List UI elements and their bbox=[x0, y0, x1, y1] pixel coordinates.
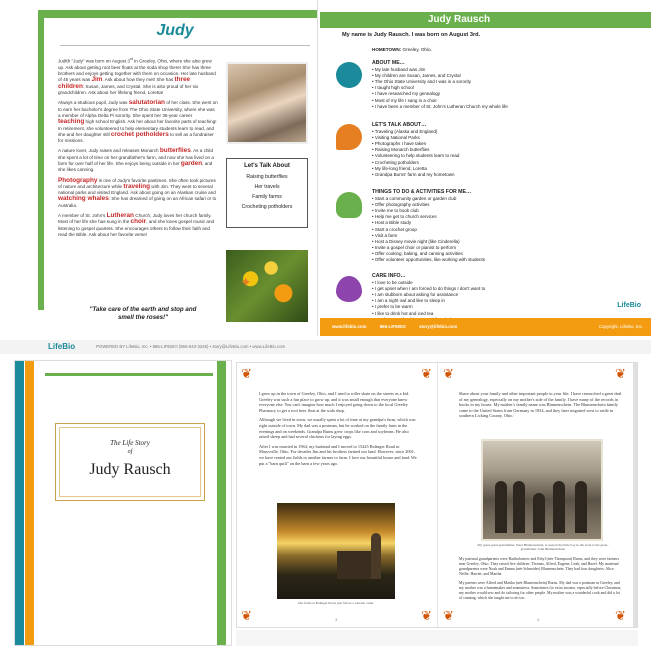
bullet-text: Invite me to book club bbox=[374, 208, 419, 214]
bio-text-run: Judith "Judy" was born on August 3 bbox=[58, 58, 130, 64]
bullet-text: I taught high school bbox=[374, 85, 414, 91]
talk-item: Her travels bbox=[254, 184, 280, 190]
section-bullet bbox=[372, 257, 612, 263]
section-heading: THINGS TO DO & ACTIVITIES FOR ME… bbox=[372, 189, 472, 195]
bullet-text: Crocheting potholders bbox=[374, 159, 419, 165]
bullet-icon: • bbox=[372, 196, 375, 202]
bullet-icon: • bbox=[372, 85, 375, 91]
summary-page bbox=[320, 0, 651, 336]
lifebio-logo: LifeBio bbox=[617, 302, 641, 309]
left-accent-bar bbox=[38, 10, 44, 310]
highlight-word: salutatorian bbox=[128, 99, 165, 107]
cover-name: Judy Rausch bbox=[89, 461, 171, 478]
highlight-word: teaching bbox=[58, 118, 85, 126]
bullet-text: I have researched my genealogy bbox=[374, 91, 441, 97]
highlight-word: butterflies bbox=[159, 147, 191, 155]
bio-paragraph bbox=[58, 56, 218, 96]
silo-shape bbox=[371, 533, 381, 579]
section-about-me bbox=[372, 60, 612, 110]
bullet-text: Volunteering to help students learn to read bbox=[374, 153, 460, 159]
bullet-icon: • bbox=[372, 257, 375, 263]
bullet-icon: • bbox=[372, 220, 375, 226]
bio-text-run: : She has dreamed of going on an African safari or to Australia. bbox=[58, 196, 217, 208]
barn-shape bbox=[337, 551, 371, 579]
bottom-shadow bbox=[236, 630, 638, 646]
left-page-text bbox=[259, 391, 419, 470]
bio-text-run: in Greeley, Ohio, where she also grew up. Ask about getting root beer floats at the soda shop there! She has three brothers and enjoys getting together with them on occasion. Her late husband of 45 years was bbox=[58, 58, 216, 83]
corner-swirl-icon: ❦ bbox=[615, 608, 626, 623]
page-footer bbox=[320, 318, 651, 336]
farm-photo bbox=[277, 503, 395, 599]
page-number: 3 bbox=[335, 617, 338, 622]
farm-caption: Our farm on Bolinger Road, just before a tornado came. bbox=[298, 601, 374, 605]
bio-text-run: . Ask about how they met! She has bbox=[102, 77, 175, 83]
book-cover bbox=[14, 360, 232, 646]
bullet-icon: • bbox=[372, 135, 375, 141]
bullet-icon: • bbox=[372, 153, 375, 159]
bullet-icon: • bbox=[372, 103, 375, 109]
butterfly-icon: ✦ bbox=[240, 274, 252, 290]
bullet-icon: • bbox=[372, 244, 375, 250]
paragraph: My paternal grandparents were Bartholomew and Ethyl (née Thompson) Burns, and they were farmers near Greeley, Ohio. They raised five children: Thomas, Alfred, Eugene, Leah, and Hazel. My maternal grandparents were Noah and Emma (née Schneider) Blumenschein. They had four daughters: Alice, Nellie, Harriet, and Martha. bbox=[459, 557, 620, 576]
bullet-text: Offer photography activities bbox=[374, 202, 430, 208]
bullet-text: Visiting National Parks bbox=[374, 135, 420, 141]
lets-talk-heading: Let's Talk About bbox=[244, 163, 290, 169]
footer-copyright: Copyright, LifeBio, Inc. bbox=[598, 324, 643, 329]
bullet-icon: • bbox=[372, 304, 375, 310]
bullet-icon: • bbox=[372, 214, 375, 220]
orange-spine-bar bbox=[25, 361, 34, 646]
powered-by-text: POWERED BY LifeBio, Inc. • 866-LIFEBIO (866-543-3246) • story@LifeBio.com • www.LifeBio.com bbox=[96, 344, 286, 349]
intro-line: My name is Judy Rausch. I was born on August 3rd. bbox=[342, 32, 481, 38]
section-activities bbox=[372, 189, 612, 263]
bio-text bbox=[58, 56, 218, 242]
corner-swirl-icon: ❦ bbox=[241, 608, 252, 623]
highlight-word: garden bbox=[180, 159, 203, 167]
family-caption: My great-great-grandfather, Peter Blumenschein, is seated; the little boy in the front is my great-grandfather, John Blumenschein. bbox=[477, 543, 609, 552]
bullet-icon: • bbox=[372, 147, 375, 153]
superscript: rd bbox=[129, 57, 133, 61]
bio-text-run: Church, Judy loves her church family. Most of her life she has sung in the bbox=[58, 213, 212, 225]
right-page-text-top bbox=[459, 391, 623, 423]
speech-bubble-icon bbox=[336, 124, 362, 150]
corner-swirl-icon: ❦ bbox=[421, 366, 432, 381]
bullet-icon: • bbox=[372, 165, 375, 171]
title-divider bbox=[60, 45, 310, 46]
bullet-icon: • bbox=[372, 171, 375, 177]
talk-item: Raising butterflies bbox=[246, 174, 288, 180]
bullet-text: The Ohio State University and I was in a sorority bbox=[374, 79, 472, 85]
bullet-text: My children are Susan, James, and Crystal bbox=[374, 73, 461, 79]
section-care-info bbox=[372, 273, 612, 323]
section-bullet bbox=[372, 104, 612, 110]
powered-by-strip bbox=[0, 340, 651, 354]
quote: "Take care of the earth and stop and smell the roses!" bbox=[89, 306, 197, 321]
section-bullet bbox=[372, 172, 612, 178]
bullet-icon: • bbox=[372, 129, 375, 135]
bullet-text: I have been a member of St. John's Lutheran Church my whole life bbox=[374, 103, 508, 109]
section-heading: ABOUT ME… bbox=[372, 60, 405, 66]
corner-swirl-icon: ❦ bbox=[443, 608, 454, 623]
bio-text-run: A member of St. John's bbox=[58, 213, 107, 219]
book-spread bbox=[236, 362, 638, 628]
bullet-icon: • bbox=[372, 141, 375, 147]
highlight-word: watching whales bbox=[58, 195, 109, 203]
bullet-icon: • bbox=[372, 298, 375, 304]
bio-text-run: Always a studious pupil, Judy was bbox=[58, 100, 129, 106]
bullet-text: Offer volunteer opportunities, like working with students bbox=[374, 257, 486, 263]
paragraph: I grew up in the town of Greeley, Ohio, and I used to roller skate on the streets as a kid. Greeley was such a fun place to grow up, and it was small enough that everyone knew everyone else. You can't imagine how much I enjoyed going down to the local Greeley Pharmacy to get a root beer float at the soda shop. bbox=[259, 391, 410, 413]
bullet-text: Raising Monarch butterflies bbox=[374, 147, 430, 153]
person-icon bbox=[336, 62, 362, 88]
highlight-word: crochet potholders bbox=[110, 130, 169, 138]
bio-text-run: high school English. Ask her about her favorite parts of teaching! In retirement, she volunteered to help elementary students learn to read, and she and her daughter still bbox=[58, 119, 217, 137]
book-gutter bbox=[437, 363, 438, 628]
bullet-text: Start a crochet group bbox=[374, 226, 417, 232]
highlight-word: choir bbox=[130, 218, 147, 226]
highlight-word: Photography bbox=[58, 176, 98, 184]
lifebio-logo: LifeBio bbox=[48, 342, 76, 351]
bio-paragraph bbox=[58, 178, 218, 209]
bullet-text: I am a night owl and like to sleep in bbox=[374, 298, 445, 304]
footer-email: story@lifebio.com bbox=[419, 324, 458, 329]
bullet-text: I like to drink hot and iced tea bbox=[374, 310, 434, 316]
bullet-text: Traveling (Alaska and England) bbox=[374, 129, 438, 135]
bullet-text: Host a Disney movie night (like Cinderella) bbox=[374, 238, 460, 244]
bullet-text: Photographs I have taken bbox=[374, 141, 427, 147]
bullet-text: Invite a gospel choir or pianist to perform bbox=[374, 244, 457, 250]
bullet-icon: • bbox=[372, 250, 375, 256]
hometown-label: HOMETOWN: bbox=[372, 47, 402, 52]
bullet-icon: • bbox=[372, 67, 375, 73]
cover-line-1: The Life Story bbox=[110, 439, 150, 447]
bio-text-run: of her class. She went on to earn her bachelor's degree from The Ohio State University, where she was a member of Alpha Delta Pi sorority. She spent her 35-year career bbox=[58, 100, 218, 118]
bullet-text: I am stubborn about asking for assistance bbox=[374, 292, 459, 298]
bio-paragraph bbox=[58, 213, 218, 238]
bullet-text: My life-long friend, Loretta bbox=[374, 165, 427, 171]
bullet-icon: • bbox=[372, 292, 375, 298]
section-heading: CARE INFO… bbox=[372, 273, 406, 279]
highlight-word: Lutheran bbox=[106, 212, 134, 220]
highlight-word: three children bbox=[58, 76, 191, 90]
heart-icon bbox=[336, 276, 362, 302]
bullet-icon: • bbox=[372, 79, 375, 85]
bullet-text: Host a Bible study bbox=[374, 220, 412, 226]
highlight-word: Jim bbox=[91, 76, 103, 84]
section-heading: LET'S TALK ABOUT… bbox=[372, 122, 427, 128]
hometown-value: Greeley, Ohio. bbox=[402, 47, 432, 52]
bullet-icon: • bbox=[372, 208, 375, 214]
bullet-icon: • bbox=[372, 159, 375, 165]
bullet-text: Start a community garden or garden club bbox=[374, 196, 457, 202]
bullet-icon: • bbox=[372, 310, 375, 316]
bullet-icon: • bbox=[372, 238, 375, 244]
paragraph: My parents were Alfred and Martha (née Blumenschein) Burns. My dad was a postman in Greeley, and my mother was a homemaker and seamstress. Sometimes for extra income, especially before Christmas, my mother would sew and do tailoring for other people. My mother was a wonderful cook and did a lot of canning, which she taught me to do too. bbox=[459, 581, 622, 600]
corner-swirl-icon: ❦ bbox=[443, 366, 454, 381]
bullet-text: I prefer to be warm bbox=[374, 304, 413, 310]
blue-spine-bar bbox=[15, 361, 24, 646]
paragraph: Although we lived in town, we usually spent a lot of time at my grandpa's farm, which was right outside of town. My dad was a postman, but he worked on the family farm in the evenings and on weekends. Grandpa Burns grew crops like corn and soybeans. He also raised sheep and had several chickens for laying eggs. bbox=[259, 417, 416, 440]
bullet-icon: • bbox=[372, 280, 375, 286]
corner-swirl-icon: ❦ bbox=[241, 366, 252, 381]
green-edge-bar bbox=[217, 361, 226, 646]
banner-extension bbox=[598, 12, 651, 28]
bullet-icon: • bbox=[372, 91, 375, 97]
bullet-icon: • bbox=[372, 226, 375, 232]
bullet-text: Visit a farm bbox=[374, 232, 398, 238]
bullet-text: Most of my life I sang in a choir bbox=[374, 97, 437, 103]
page-number: 4 bbox=[537, 617, 540, 622]
top-accent-bar bbox=[38, 10, 318, 18]
bullet-text: My late husband was Jim bbox=[374, 67, 426, 73]
top-green-bar bbox=[45, 373, 213, 376]
corner-swirl-icon: ❦ bbox=[421, 608, 432, 623]
bio-text-run: is one of Judy's favorite pastimes. She often took pictures of nature and architecture while bbox=[58, 177, 216, 189]
bullet-icon: • bbox=[372, 97, 375, 103]
bullet-icon: • bbox=[372, 232, 375, 238]
bullet-text: I love to be outside bbox=[374, 280, 413, 286]
page-title: Judy bbox=[156, 22, 194, 39]
bullet-icon: • bbox=[372, 202, 375, 208]
butterfly-photo bbox=[226, 250, 308, 322]
bio-text-run: , and she likes canning. bbox=[58, 160, 213, 173]
hometown bbox=[372, 47, 432, 52]
section-lets-talk bbox=[372, 122, 612, 178]
bio-text-run: : Susan, James, and Crystal. She is also proud of her six grandchildren. Ask about her lifelong friend, Loretta! bbox=[58, 83, 199, 96]
bio-paragraph bbox=[58, 100, 218, 144]
paragraph: Share about your family and other important people in your life: I have researched a great deal of my genealogy, especially on my mother's side of the family. I have many of the records in books in my house. My mother's family name was Blumenschein. The Blumenschein family came to the United States from Germany in 1834, and they later migrated west to settle in southern Licking County, Ohio. bbox=[459, 391, 622, 419]
right-page-text-bottom bbox=[459, 557, 623, 605]
lets-talk-box bbox=[226, 158, 308, 228]
portrait-photo bbox=[226, 62, 308, 144]
talk-item: Family farms bbox=[252, 194, 282, 200]
talk-item: Crocheting potholders bbox=[241, 204, 293, 210]
corner-swirl-icon: ❦ bbox=[615, 366, 626, 381]
bio-text-run: with Jim. They went to several national parks and visited England. Ask about going on an Alaskan cruise and bbox=[58, 183, 216, 196]
bullet-text: I get upset when I am forced to do things I don't want to bbox=[374, 286, 486, 292]
bullet-text: Help me get to church services bbox=[374, 214, 437, 220]
footer-site: www.lifebio.com bbox=[332, 324, 367, 329]
bio-text-run: to sell as a fundraiser for missions. bbox=[58, 131, 214, 144]
right-edge-strip bbox=[633, 363, 638, 628]
paragraph: After I was married in 1964, my husband and I moved to 15425 Bolinger Road in Marysville, Ohio. For decades Jim and his brothers farmed our land. However, since 2001, we have rented our fields to another farmer to farm. I love our beautiful house and land. We put a "barn quilt" on the barn a few years ago. bbox=[259, 443, 417, 466]
cover-line-2: of bbox=[127, 449, 133, 455]
footer-phone: 866-LIFEBIO bbox=[379, 324, 406, 329]
family-photo bbox=[481, 439, 603, 541]
highlight-word: traveling bbox=[123, 182, 151, 190]
profile-page-judy bbox=[0, 0, 318, 336]
bullet-icon: • bbox=[372, 286, 375, 292]
name-banner: Judy Rausch bbox=[320, 12, 598, 28]
bio-text-run: A nature lover, Judy raises and releases Monarch bbox=[58, 148, 160, 154]
bullet-text: Offer cooking, baking, and canning activities bbox=[374, 250, 463, 256]
bio-text-run: . As a child she spent a lot of time on her grandfather's farm, and now she has lived on a farm for over half of her life. She enjoys being outside in her bbox=[58, 148, 214, 166]
lightbulb-icon bbox=[336, 192, 362, 218]
bio-paragraph bbox=[58, 148, 218, 173]
bullet-icon: • bbox=[372, 73, 375, 79]
bullet-text: Grandpa Burns' farm and my hometown bbox=[374, 171, 455, 177]
bio-text-run: , and she loves gospel music and listening to gospel quartets. She encourages others to follow their faith and read the Bible. Ask about her favorite verse! bbox=[58, 219, 215, 237]
